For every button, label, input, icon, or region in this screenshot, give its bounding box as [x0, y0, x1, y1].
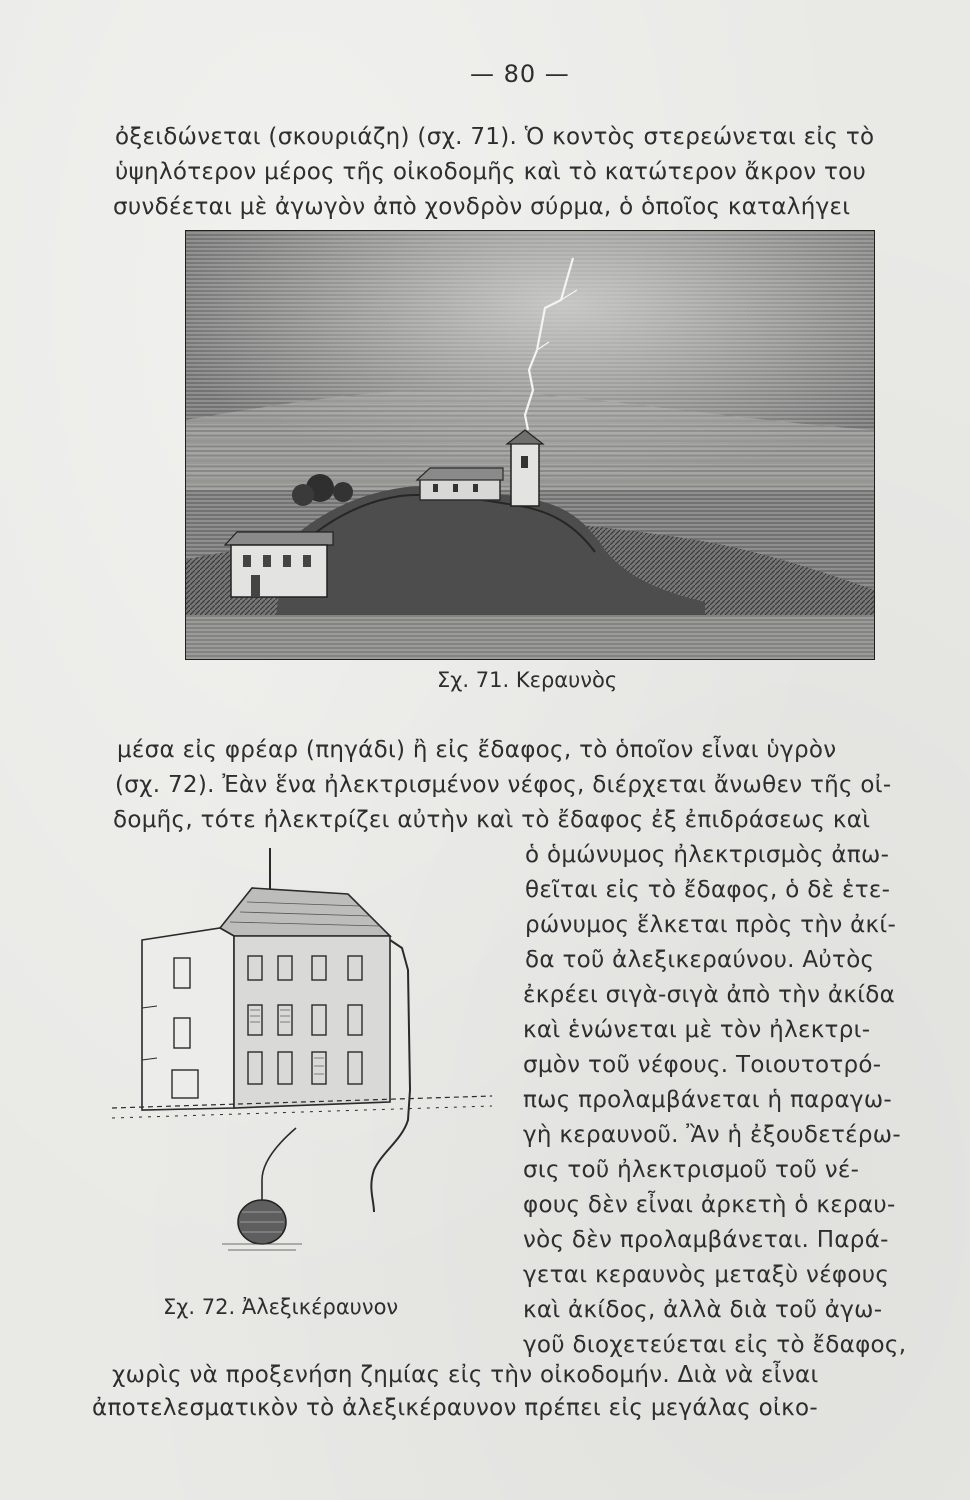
- house-side-wall: [142, 928, 234, 1110]
- page-number: — 80 —: [470, 60, 570, 88]
- text-line-content: γὴ κεραυνοῦ. Ἂν ἡ ἐξουδετέρω-: [523, 1122, 901, 1148]
- side-text-line: [523, 980, 943, 1010]
- text-line: [113, 805, 955, 835]
- ground-plate: [238, 1128, 296, 1244]
- text-line-content: σις τοῦ ἠλεκτρισμοῦ τοῦ νέ-: [523, 1157, 860, 1183]
- text-line-content: μέσα εἰς φρέαρ (πηγάδι) ἢ εἰς ἔδαφος, τὸ ὁποῖον εἶναι ὑγρὸν: [117, 737, 837, 763]
- side-text-line: [525, 875, 945, 905]
- side-text-line: [523, 1155, 943, 1185]
- text-line-content: δομῆς, τότε ἠλεκτρίζει αὐτὴν καὶ τὸ ἔδαφος ἐξ ἐπιδράσεως καὶ: [113, 807, 871, 833]
- text-line-content: σμὸν τοῦ νέφους. Τοιουτοτρό-: [523, 1052, 882, 1078]
- text-line-content: συνδέεται μὲ ἀγωγὸν ἀπὸ χονδρὸν σύρμα, ὁ ὁποῖος καταλήγει: [113, 194, 851, 220]
- figure72-caption: Σχ. 72. Ἀλεξικέραυνον: [163, 1295, 399, 1319]
- side-text-line: [523, 1330, 943, 1360]
- side-text-line: [525, 945, 945, 975]
- text-line-content: καὶ ἑνώνεται μὲ τὸν ἠλεκτρι-: [523, 1017, 871, 1043]
- text-line-content: φους δὲν εἶναι ἀρκετὴ ὁ κεραυ-: [523, 1192, 896, 1218]
- side-text-line: [525, 910, 945, 940]
- text-line-content: ὁ ὁμώνυμος ἠλεκτρισμὸς ἀπω-: [525, 842, 890, 868]
- side-text-line: [523, 1295, 943, 1325]
- side-text-line: [523, 1085, 943, 1115]
- foreground-house: [225, 532, 333, 597]
- figure-lightning-rod-house: [112, 840, 492, 1280]
- text-line: [112, 1360, 947, 1390]
- text-line-content: ἐκρέει σιγὰ-σιγὰ ἀπὸ τὴν ἀκίδα: [523, 982, 896, 1008]
- text-line-content: πως προλαμβάνεται ἡ παραγω-: [523, 1087, 892, 1113]
- text-line-content: ὀξειδώνεται (σκουριάζη) (σχ. 71). Ὁ κοντὸς στερεώνεται εἰς τὸ: [115, 124, 875, 150]
- water-hatching: [185, 615, 875, 660]
- hilltop-houses: [417, 468, 503, 500]
- figure71-caption: Σχ. 71. Κεραυνὸς: [437, 668, 618, 692]
- side-text-line: [523, 1015, 943, 1045]
- text-line-content: δα τοῦ ἀλεξικεραύνου. Αὐτὸς: [525, 947, 875, 973]
- text-line-content: ρώνυμος ἕλκεται πρὸς τὴν ἀκί-: [525, 912, 897, 938]
- text-line: [115, 122, 950, 152]
- church-tower: [507, 430, 543, 506]
- text-line-content: γοῦ διοχετεύεται εἰς τὸ ἔδαφος,: [523, 1332, 907, 1358]
- text-line-content: (σχ. 72). Ἐὰν ἕνα ἠλεκτρισμένον νέφος, διέρχεται ἄνωθεν τῆς οἰ-: [115, 772, 892, 798]
- text-line: [92, 1393, 937, 1423]
- figure-lightning-engraving: [185, 230, 875, 660]
- text-line: [115, 157, 950, 187]
- side-text-line: [523, 1120, 943, 1150]
- text-line-content: γεται κεραυνὸς μεταξὺ νέφους: [523, 1262, 890, 1288]
- text-line-content: καὶ ἀκίδος, ἀλλὰ διὰ τοῦ ἀγω-: [523, 1297, 883, 1323]
- text-line-content: νὸς δὲν προλαμβάνεται. Παρά-: [523, 1227, 889, 1253]
- side-text-line: [523, 1225, 943, 1255]
- text-line-content: χωρὶς νὰ προξενήση ζημίας εἰς τὴν οἰκοδομήν. Διὰ νὰ εἶναι: [112, 1362, 819, 1388]
- text-line-content: θεῖται εἰς τὸ ἔδαφος, ὁ δὲ ἑτε-: [525, 877, 891, 903]
- text-line-content: ἀποτελεσματικὸν τὸ ἀλεξικέραυνον πρέπει εἰς μεγάλας οἰκο-: [92, 1395, 818, 1421]
- text-line: [117, 735, 952, 765]
- text-line-content: ὑψηλότερον μέρος τῆς οἰκοδομῆς καὶ τὸ κατώτερον ἄκρον του: [115, 159, 867, 185]
- side-text-line: [523, 1260, 943, 1290]
- side-text-line: [525, 840, 945, 870]
- text-line: [115, 770, 955, 800]
- side-text-line: [523, 1190, 943, 1220]
- side-text-line: [523, 1050, 943, 1080]
- text-line: [113, 192, 953, 222]
